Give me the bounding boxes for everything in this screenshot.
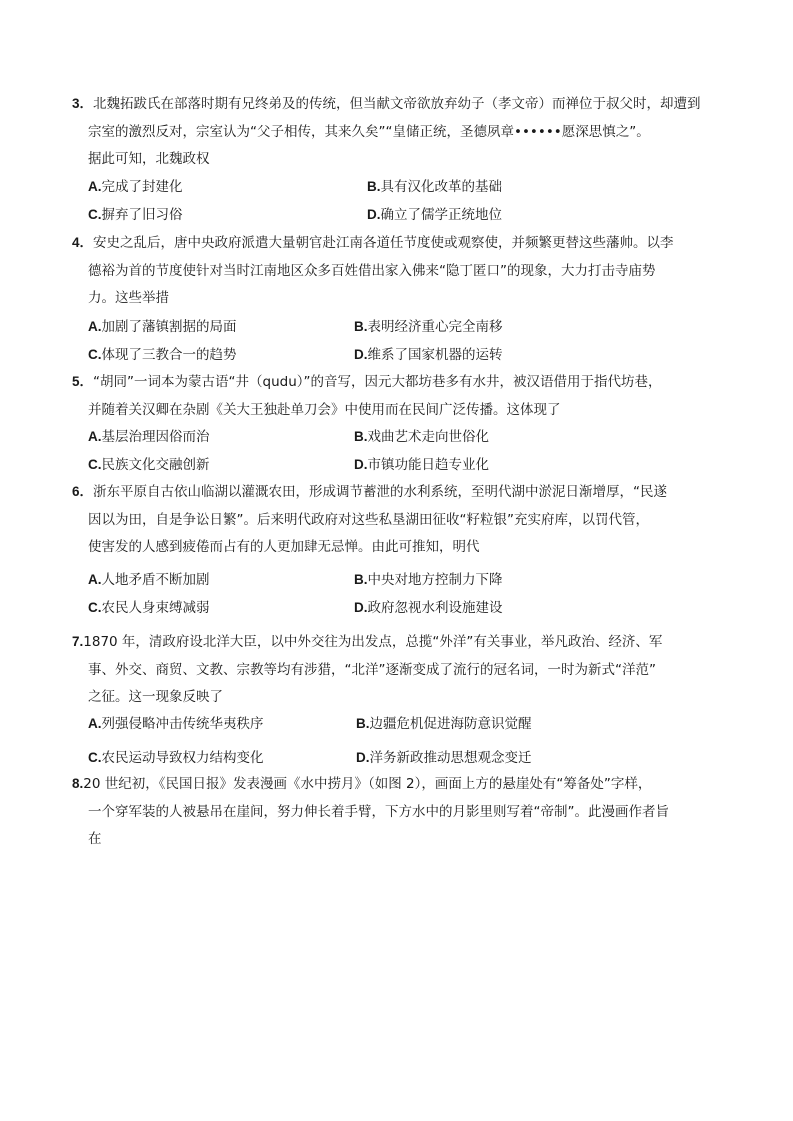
option-d[interactable]: D.政府忽视水利设施建设 [354, 599, 503, 616]
question-8-line-1: 8.20 世纪初，《民国日报》发表漫画《水中捞月》（如图 2），画面上方的悬崖处有“筹备处”字样， [72, 776, 652, 792]
option-d[interactable]: D.洋务新政推动思想观念变迁 [356, 749, 532, 766]
question-5 [72, 368, 732, 424]
question-4-number: 4． [72, 235, 94, 250]
question-7 [72, 628, 732, 712]
question-7-options [88, 710, 728, 771]
question-8-line-3: 在 [88, 831, 102, 847]
question-5-number: 5． [72, 374, 94, 389]
option-d[interactable]: D.维系了国家机器的运转 [354, 346, 503, 363]
option-b[interactable]: B.表明经济重心完全南移 [354, 319, 503, 335]
question-5-line-1: 5．“胡同”一词本为蒙古语“井（qudu）”的音写，因元大都坊巷多有水井，被汉语借用于指代坊巷， [72, 374, 662, 390]
question-7-line-1: 7.1870 年，清政府设北洋大臣，以中外交往为出发点，总揽“外洋”有关事业，举凡政治、经济、军 [72, 634, 663, 650]
question-4-options [88, 313, 728, 368]
question-7-line-3: 之征。这一现象反映了 [88, 689, 223, 705]
option-b[interactable]: B.戏曲艺术走向世俗化 [354, 429, 489, 445]
option-a[interactable]: A.人地矛盾不断加剧 [88, 572, 210, 588]
question-7-line-2: 事、外交、商贸、文教、宗教等均有涉猎，“北洋”逐渐变成了流行的冠名词，一时为新式“洋范” [88, 661, 656, 678]
option-a[interactable]: A.完成了封建化 [88, 179, 183, 195]
question-6-number: 6． [72, 484, 94, 499]
question-6 [72, 478, 732, 562]
question-4 [72, 229, 732, 313]
question-6-line-2: 因以为田，自是争讼日繁”。后来明代政府对这些私垦湖田征收“籽粒银”充实府库，以罚代管， [88, 511, 649, 528]
option-b[interactable]: B.边疆危机促进海防意识觉醒 [356, 716, 532, 732]
question-8 [72, 770, 732, 854]
question-3-options [88, 173, 728, 228]
question-5-line-2: 并随着关汉卿在杂剧《关大王独赴单刀会》中使用而在民间广泛传播。这体现了 [88, 401, 561, 418]
question-3-line-2: 宗室的激烈反对，宗室认为“父子相传，其来久矣”“皇储正统，圣德夙章••••••愿深思慎之”。 [88, 123, 650, 140]
question-4-line-2: 德裕为首的节度使针对当时江南地区众多百姓借出家入佛来“隐丁匿口”的现象，大力打击寺庙势 [88, 262, 656, 279]
question-6-options [88, 566, 728, 621]
option-b[interactable]: B.具有汉化改革的基础 [367, 179, 502, 195]
option-a[interactable]: A.基层治理因俗而治 [88, 429, 210, 445]
question-3-line-1: 3．北魏拓跋氏在部落时期有兄终弟及的传统，但当献文帝欲放弃幼子（孝文帝）而禅位于叔父时，却遭到 [72, 96, 701, 112]
question-4-line-1: 4．安史之乱后，唐中央政府派遣大量朝官赴江南各道任节度使或观察使，并频繁更替这些藩帅。以李 [72, 235, 674, 251]
question-5-options [88, 423, 728, 478]
option-a[interactable]: A.列强侵略冲击传统华夷秩序 [88, 716, 264, 732]
question-6-line-3: 使害发的人感到疲倦而占有的人更加肆无忌惮。由此可推知，明代 [88, 539, 480, 555]
option-a[interactable]: A.加剧了藩镇割据的局面 [88, 319, 237, 335]
option-b[interactable]: B.中央对地方控制力下降 [354, 572, 503, 588]
question-8-line-2: 一个穿军装的人被悬吊在崖间，努力伸长着手臂，下方水中的月影里则写着“帝制”。此漫画作者旨 [88, 803, 669, 820]
question-3-line-3: 据此可知，北魏政权 [88, 151, 210, 167]
option-c[interactable]: C.摒弃了旧习俗 [88, 206, 183, 223]
question-3-number: 3． [72, 96, 94, 111]
option-c[interactable]: C.民族文化交融创新 [88, 456, 210, 473]
question-3 [72, 90, 732, 174]
option-d[interactable]: D.市镇功能日趋专业化 [354, 456, 489, 473]
question-8-number: 8. [72, 776, 84, 791]
option-c[interactable]: C.农民运动导致权力结构变化 [88, 749, 264, 766]
question-4-line-3: 力。这些举措 [88, 290, 169, 306]
option-c[interactable]: C.体现了三教合一的趋势 [88, 346, 237, 363]
option-d[interactable]: D.确立了儒学正统地位 [367, 206, 502, 223]
question-7-number: 7. [72, 634, 84, 649]
option-c[interactable]: C.农民人身束缚减弱 [88, 599, 210, 616]
question-6-line-1: 6．浙东平原自古依山临湖以灌溉农田，形成调节蓄泄的水利系统，至明代湖中淤泥日渐增厚，“民遂 [72, 484, 668, 500]
